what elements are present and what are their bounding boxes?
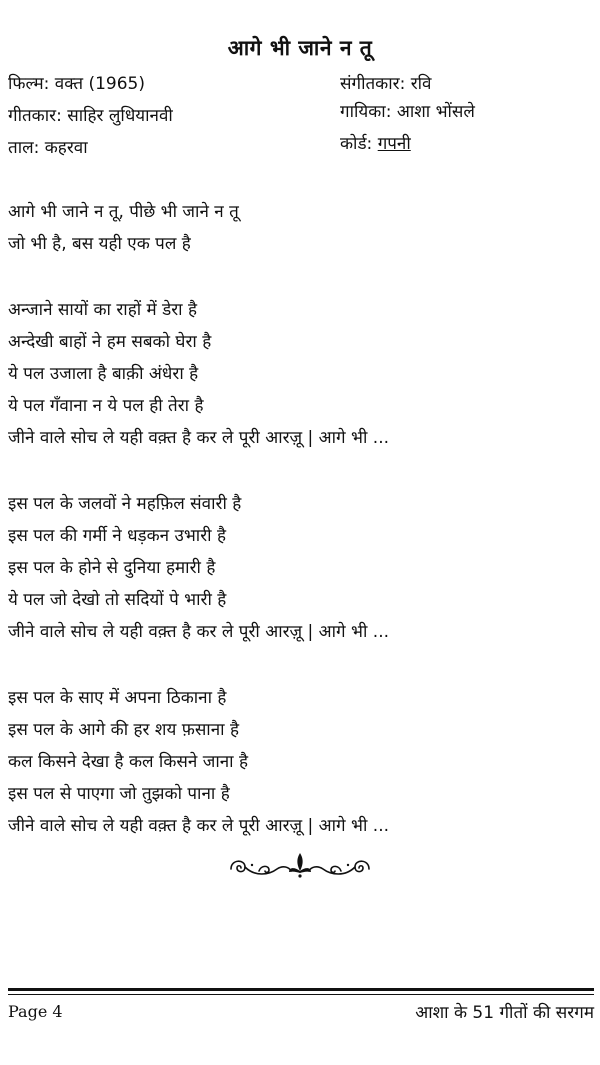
chords-label: कोर्ड:	[340, 134, 378, 154]
lyric-line: इस पल की गर्मी ने धड़कन उभारी है	[8, 526, 226, 546]
lyric-line: जीने वाले सोच ले यही वक़्त है कर ले पूरी आरज़ू | आगे भी ...	[8, 428, 389, 448]
book-title: आशा के 51 गीतों की सरगम	[415, 1003, 594, 1023]
lyric-line: ये पल उजाला है बाक़ी अंधेरा है	[8, 364, 199, 384]
lyric-line: कल किसने देखा है कल किसने जाना है	[8, 752, 249, 772]
page-number: Page 4	[8, 1002, 63, 1021]
lyric-line: अन्देखी बाहों ने हम सबको घेरा है	[8, 332, 212, 352]
footer-rule-thick	[8, 988, 594, 991]
lyric-line: इस पल के आगे की हर शय फ़साना है	[8, 720, 239, 740]
lyric-line: इस पल के जलवों ने महफ़िल संवारी है	[8, 494, 242, 514]
chords-value: गपनी	[377, 134, 411, 154]
lyric-line: इस पल से पाएगा जो तुझको पाना है	[8, 784, 230, 804]
stanza-2	[8, 294, 593, 454]
chords-info	[340, 134, 411, 154]
song-title: आगे भी जाने न तू	[227, 36, 373, 60]
lyric-line: जीने वाले सोच ले यही वक़्त है कर ले पूरी आरज़ू | आगे भी ...	[8, 816, 389, 836]
decorative-flourish-icon	[225, 845, 375, 885]
lyric-line: जीने वाले सोच ले यही वक़्त है कर ले पूरी आरज़ू | आगे भी ...	[8, 622, 389, 642]
stanza-3	[8, 488, 593, 648]
lyric-line: ये पल जो देखो तो सदियों पे भारी है	[8, 590, 227, 610]
footer-rule-thin	[8, 994, 594, 995]
music-director-info: संगीतकार: रवि	[340, 74, 432, 94]
film-info: फिल्म: वक्त (1965)	[8, 74, 145, 94]
lyricist-info: गीतकार: साहिर लुधियानवी	[8, 106, 173, 126]
stanza-4	[8, 682, 593, 842]
singer-info: गायिका: आशा भोंसले	[340, 102, 475, 122]
taal-info: ताल: कहरवा	[8, 138, 88, 158]
lyric-line: इस पल के होने से दुनिया हमारी है	[8, 558, 216, 578]
lyric-line: अन्जाने सायों का राहों में डेरा है	[8, 300, 197, 320]
lyric-line: आगे भी जाने न तू, पीछे भी जाने न तू	[8, 202, 239, 222]
stanza-1	[8, 196, 593, 260]
lyric-line: जो भी है, बस यही एक पल है	[8, 234, 191, 254]
lyric-line: इस पल के साए में अपना ठिकाना है	[8, 688, 227, 708]
lyrics-block	[8, 196, 593, 842]
lyric-line: ये पल गँवाना न ये पल ही तेरा है	[8, 396, 204, 416]
